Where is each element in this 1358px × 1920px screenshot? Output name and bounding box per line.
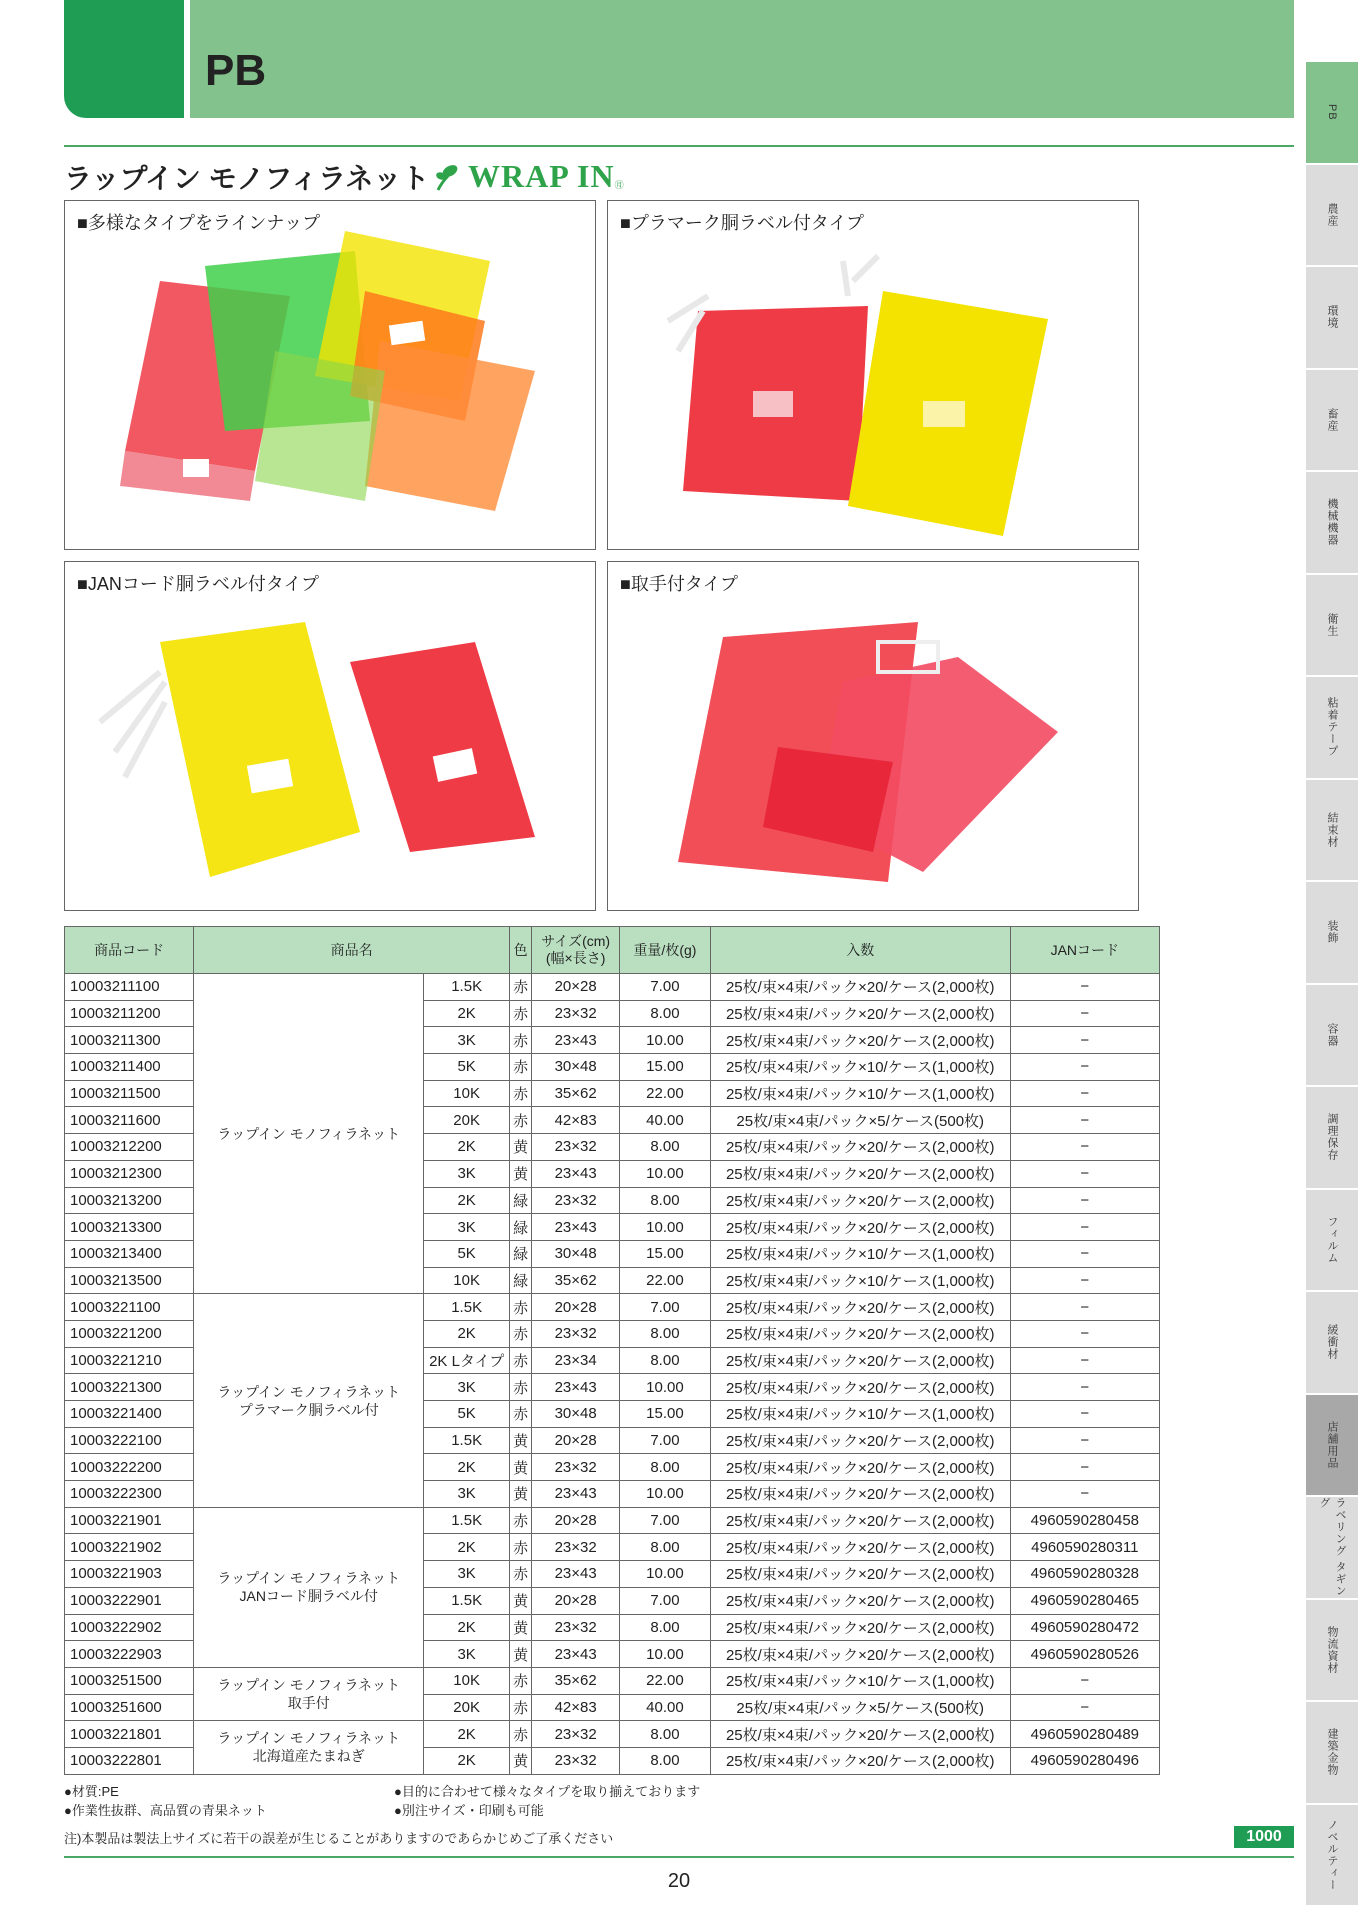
cell-weight: 10.00: [620, 1481, 711, 1508]
product-title: ラップイン モノフィラネット: [64, 163, 430, 194]
note-item: ●作業性抜群、高品質の青果ネット: [64, 1803, 267, 1818]
cell-color: 黄: [510, 1160, 532, 1187]
cell-qty: 25枚/束×4束/パック×20/ケース(2,000枚): [710, 1587, 1010, 1614]
cell-qty: 25枚/束×4束/パック×10/ケース(1,000枚): [710, 1401, 1010, 1428]
cell-type: 1.5K: [424, 1507, 510, 1534]
cell-size: 42×83: [532, 1107, 620, 1134]
cell-weight: 10.00: [620, 1160, 711, 1187]
photo-panel-plamark: [607, 200, 1139, 550]
cell-size: 23×43: [532, 1027, 620, 1054]
cell-product-name: ラップイン モノフィラネット 取手付: [194, 1667, 424, 1720]
cell-size: 30×48: [532, 1401, 620, 1428]
cell-type: 3K: [424, 1641, 510, 1668]
cell-qty: 25枚/束×4束/パック×20/ケース(2,000枚): [710, 1347, 1010, 1374]
cell-code: 10003213200: [65, 1187, 194, 1214]
cell-code: 10003222300: [65, 1481, 194, 1508]
cell-weight: 22.00: [620, 1080, 711, 1107]
cell-color: 緑: [510, 1267, 532, 1294]
cell-type: 1.5K: [424, 974, 510, 1001]
cell-jan: 4960590280465: [1010, 1587, 1159, 1614]
cell-weight: 8.00: [620, 1134, 711, 1161]
cell-code: 10003251500: [65, 1667, 194, 1694]
side-tab[interactable]: フィルム: [1306, 1190, 1358, 1293]
cell-type: 2K: [424, 1747, 510, 1774]
page-number: 20: [667, 1870, 691, 1892]
cell-jan: 4960590280496: [1010, 1747, 1159, 1774]
cell-jan: −: [1010, 1374, 1159, 1401]
header-color: 色: [510, 927, 532, 974]
header-band: [190, 0, 1294, 118]
cell-jan: −: [1010, 1160, 1159, 1187]
cell-size: 20×28: [532, 974, 620, 1001]
cell-type: 2K: [424, 1320, 510, 1347]
table-header-row: [65, 927, 1160, 974]
side-tab[interactable]: 調理保存: [1306, 1087, 1358, 1190]
cell-code: 10003213300: [65, 1214, 194, 1241]
cell-code: 10003221903: [65, 1561, 194, 1588]
table-row: [65, 974, 1160, 1001]
cell-size: 35×62: [532, 1267, 620, 1294]
cell-jan: −: [1010, 1107, 1159, 1134]
cell-size: 23×32: [532, 1747, 620, 1774]
cell-qty: 25枚/束×4束/パック×10/ケース(1,000枚): [710, 1080, 1010, 1107]
brand-logo: [432, 158, 624, 195]
cell-weight: 8.00: [620, 1347, 711, 1374]
cell-weight: 8.00: [620, 1000, 711, 1027]
cell-product-name: ラップイン モノフィラネット: [194, 974, 424, 1294]
table-row: [65, 1294, 1160, 1321]
cell-jan: −: [1010, 1240, 1159, 1267]
cell-code: 10003222801: [65, 1747, 194, 1774]
cell-weight: 7.00: [620, 1294, 711, 1321]
cell-jan: −: [1010, 1080, 1159, 1107]
side-tab[interactable]: 容器: [1306, 985, 1358, 1088]
cell-type: 3K: [424, 1160, 510, 1187]
cell-color: 赤: [510, 1347, 532, 1374]
cell-qty: 25枚/束×4束/パック×20/ケース(2,000枚): [710, 1427, 1010, 1454]
cell-code: 10003221901: [65, 1507, 194, 1534]
leaf-icon: [432, 162, 462, 192]
cell-product-name: ラップイン モノフィラネット プラマーク胴ラベル付: [194, 1294, 424, 1508]
cell-code: 10003211400: [65, 1054, 194, 1081]
cell-code: 10003222100: [65, 1427, 194, 1454]
cell-color: 赤: [510, 1721, 532, 1748]
cell-color: 赤: [510, 1080, 532, 1107]
cell-color: 赤: [510, 1694, 532, 1721]
cell-code: 10003222200: [65, 1454, 194, 1481]
cell-type: 3K: [424, 1561, 510, 1588]
side-tab[interactable]: 装飾: [1306, 882, 1358, 985]
cell-weight: 22.00: [620, 1667, 711, 1694]
cell-jan: −: [1010, 1347, 1159, 1374]
cell-size: 23×32: [532, 1000, 620, 1027]
cell-qty: 25枚/束×4束/パック×20/ケース(2,000枚): [710, 974, 1010, 1001]
cell-jan: 4960590280458: [1010, 1507, 1159, 1534]
cell-type: 5K: [424, 1240, 510, 1267]
header-qty: 入数: [710, 927, 1010, 974]
cell-size: 20×28: [532, 1507, 620, 1534]
cell-weight: 7.00: [620, 1427, 711, 1454]
cell-color: 黄: [510, 1427, 532, 1454]
cell-weight: 10.00: [620, 1214, 711, 1241]
cell-code: 10003221300: [65, 1374, 194, 1401]
net-bags-plamark-image: [608, 201, 1138, 549]
cell-color: 赤: [510, 1000, 532, 1027]
logo-text: WRAP IN: [468, 158, 615, 194]
cell-jan: −: [1010, 1294, 1159, 1321]
side-tab[interactable]: ノベルティー: [1306, 1805, 1358, 1908]
cell-jan: −: [1010, 1187, 1159, 1214]
cell-jan: 4960590280472: [1010, 1614, 1159, 1641]
cell-qty: 25枚/束×4束/パック×20/ケース(2,000枚): [710, 1000, 1010, 1027]
cell-color: 赤: [510, 1374, 532, 1401]
photo-panel-handle: [607, 561, 1139, 911]
cell-weight: 22.00: [620, 1267, 711, 1294]
cell-type: 10K: [424, 1267, 510, 1294]
cell-qty: 25枚/束×4束/パック×5/ケース(500枚): [710, 1694, 1010, 1721]
cell-jan: 4960590280328: [1010, 1561, 1159, 1588]
cell-jan: −: [1010, 1694, 1159, 1721]
page-badge: 1000: [1234, 1826, 1294, 1848]
side-tab[interactable]: 店舗用品: [1306, 1395, 1358, 1498]
cell-color: 赤: [510, 1320, 532, 1347]
cell-color: 赤: [510, 1107, 532, 1134]
cell-weight: 7.00: [620, 974, 711, 1001]
cell-size: 20×28: [532, 1427, 620, 1454]
cell-code: 10003213400: [65, 1240, 194, 1267]
cell-weight: 8.00: [620, 1747, 711, 1774]
cell-size: 23×43: [532, 1561, 620, 1588]
panel-caption: ■取手付タイプ: [620, 574, 738, 594]
cell-code: 10003221801: [65, 1721, 194, 1748]
cell-jan: −: [1010, 1134, 1159, 1161]
cell-product-name: ラップイン モノフィラネット JANコード胴ラベル付: [194, 1507, 424, 1667]
note-item: ●材質:PE: [64, 1784, 119, 1799]
cell-jan: 4960590280526: [1010, 1641, 1159, 1668]
table-row: [65, 1721, 1160, 1748]
cell-size: 35×62: [532, 1080, 620, 1107]
cell-size: 23×32: [532, 1187, 620, 1214]
photo-panel-variety: [64, 200, 596, 550]
cell-type: 2K: [424, 1534, 510, 1561]
cell-code: 10003221902: [65, 1534, 194, 1561]
cell-jan: −: [1010, 1401, 1159, 1428]
cell-qty: 25枚/束×4束/パック×20/ケース(2,000枚): [710, 1160, 1010, 1187]
cell-weight: 15.00: [620, 1240, 711, 1267]
cell-code: 10003222903: [65, 1641, 194, 1668]
cell-qty: 25枚/束×4束/パック×20/ケース(2,000枚): [710, 1134, 1010, 1161]
cell-code: 10003221210: [65, 1347, 194, 1374]
cell-type: 10K: [424, 1080, 510, 1107]
cell-type: 10K: [424, 1667, 510, 1694]
cell-weight: 10.00: [620, 1561, 711, 1588]
panel-caption: ■多様なタイプをラインナップ: [77, 213, 321, 233]
cell-color: 赤: [510, 1401, 532, 1428]
cell-size: 23×32: [532, 1534, 620, 1561]
cell-color: 黄: [510, 1134, 532, 1161]
cell-color: 黄: [510, 1454, 532, 1481]
cell-weight: 40.00: [620, 1107, 711, 1134]
header-code: 商品コード: [65, 927, 194, 974]
cell-code: 10003222901: [65, 1587, 194, 1614]
side-tab[interactable]: 結束材: [1306, 780, 1358, 883]
cell-qty: 25枚/束×4束/パック×10/ケース(1,000枚): [710, 1054, 1010, 1081]
cell-size: 23×43: [532, 1214, 620, 1241]
cell-size: 23×43: [532, 1641, 620, 1668]
cell-product-name: ラップイン モノフィラネット 北海道産たまねぎ: [194, 1721, 424, 1774]
cell-weight: 8.00: [620, 1721, 711, 1748]
photo-panel-jan: [64, 561, 596, 911]
cell-size: 35×62: [532, 1667, 620, 1694]
cell-jan: −: [1010, 1000, 1159, 1027]
cell-qty: 25枚/束×4束/パック×20/ケース(2,000枚): [710, 1507, 1010, 1534]
cell-size: 23×32: [532, 1454, 620, 1481]
cell-jan: 4960590280489: [1010, 1721, 1159, 1748]
cell-type: 2K: [424, 1134, 510, 1161]
cell-type: 1.5K: [424, 1294, 510, 1321]
panel-caption: ■プラマーク胴ラベル付タイプ: [620, 213, 864, 233]
side-tab[interactable]: 建築金物: [1306, 1702, 1358, 1805]
cell-size: 23×32: [532, 1721, 620, 1748]
cell-type: 1.5K: [424, 1587, 510, 1614]
side-tab[interactable]: 緩衝材: [1306, 1292, 1358, 1395]
cell-jan: −: [1010, 1054, 1159, 1081]
cell-weight: 10.00: [620, 1641, 711, 1668]
cell-type: 3K: [424, 1027, 510, 1054]
cell-size: 23×32: [532, 1614, 620, 1641]
cell-jan: −: [1010, 1267, 1159, 1294]
cell-jan: −: [1010, 1454, 1159, 1481]
cell-qty: 25枚/束×4束/パック×20/ケース(2,000枚): [710, 1747, 1010, 1774]
cell-type: 5K: [424, 1401, 510, 1428]
net-bags-variety-image: [65, 201, 595, 549]
cell-type: 3K: [424, 1214, 510, 1241]
cell-size: 20×28: [532, 1587, 620, 1614]
cell-weight: 15.00: [620, 1401, 711, 1428]
cell-type: 2K: [424, 1614, 510, 1641]
cell-code: 10003221100: [65, 1294, 194, 1321]
logo-mark: ㊊: [614, 180, 624, 190]
cell-color: 赤: [510, 1054, 532, 1081]
cell-jan: 4960590280311: [1010, 1534, 1159, 1561]
cell-color: 赤: [510, 1561, 532, 1588]
note-item: ●目的に合わせて様々なタイプを取り揃えております: [394, 1784, 701, 1799]
cell-type: 2K: [424, 1187, 510, 1214]
cell-type: 3K: [424, 1481, 510, 1508]
cell-qty: 25枚/束×4束/パック×20/ケース(2,000枚): [710, 1294, 1010, 1321]
cell-weight: 7.00: [620, 1507, 711, 1534]
cell-code: 10003251600: [65, 1694, 194, 1721]
side-tab[interactable]: 衛生: [1306, 575, 1358, 678]
cell-weight: 8.00: [620, 1320, 711, 1347]
cell-qty: 25枚/束×4束/パック×10/ケース(1,000枚): [710, 1240, 1010, 1267]
cell-weight: 15.00: [620, 1054, 711, 1081]
side-tab[interactable]: ラベリング タギング: [1306, 1497, 1358, 1600]
cell-weight: 40.00: [620, 1694, 711, 1721]
table-row: [65, 1667, 1160, 1694]
cell-qty: 25枚/束×4束/パック×20/ケース(2,000枚): [710, 1454, 1010, 1481]
cell-type: 1.5K: [424, 1427, 510, 1454]
cell-size: 23×32: [532, 1320, 620, 1347]
cell-color: 赤: [510, 1667, 532, 1694]
category-title: PB: [205, 46, 267, 95]
cell-type: 2K: [424, 1454, 510, 1481]
cell-code: 10003212200: [65, 1134, 194, 1161]
side-tab[interactable]: PB: [1306, 62, 1358, 165]
cell-code: 10003211100: [65, 974, 194, 1001]
cell-jan: −: [1010, 1027, 1159, 1054]
cell-code: 10003221400: [65, 1401, 194, 1428]
side-tab[interactable]: 農産: [1306, 165, 1358, 268]
cell-code: 10003211500: [65, 1080, 194, 1107]
cell-qty: 25枚/束×4束/パック×20/ケース(2,000枚): [710, 1614, 1010, 1641]
cell-type: 2K: [424, 1000, 510, 1027]
cell-code: 10003221200: [65, 1320, 194, 1347]
cell-type: 5K: [424, 1054, 510, 1081]
cell-code: 10003211200: [65, 1000, 194, 1027]
spec-table: [64, 926, 1160, 1775]
cell-qty: 25枚/束×4束/パック×20/ケース(2,000枚): [710, 1214, 1010, 1241]
cell-size: 30×48: [532, 1240, 620, 1267]
side-tab[interactable]: 畜産: [1306, 370, 1358, 473]
cell-qty: 25枚/束×4束/パック×20/ケース(2,000枚): [710, 1721, 1010, 1748]
cell-jan: −: [1010, 974, 1159, 1001]
cell-qty: 25枚/束×4束/パック×5/ケース(500枚): [710, 1107, 1010, 1134]
cell-type: 20K: [424, 1694, 510, 1721]
side-tab[interactable]: 粘着テープ: [1306, 677, 1358, 780]
cell-color: 緑: [510, 1214, 532, 1241]
net-bags-jan-image: [65, 562, 595, 910]
cell-weight: 8.00: [620, 1614, 711, 1641]
cell-code: 10003211300: [65, 1027, 194, 1054]
cell-type: 20K: [424, 1107, 510, 1134]
notes-right: [394, 1782, 700, 1820]
cell-qty: 25枚/束×4束/パック×20/ケース(2,000枚): [710, 1027, 1010, 1054]
cell-color: 赤: [510, 1294, 532, 1321]
cell-jan: −: [1010, 1320, 1159, 1347]
cell-weight: 7.00: [620, 1587, 711, 1614]
cell-code: 10003211600: [65, 1107, 194, 1134]
cell-jan: −: [1010, 1214, 1159, 1241]
header-name: 商品名: [194, 927, 510, 974]
cell-size: 20×28: [532, 1294, 620, 1321]
cell-qty: 25枚/束×4束/パック×20/ケース(2,000枚): [710, 1320, 1010, 1347]
side-tab[interactable]: 機械機器: [1306, 472, 1358, 575]
footnote: 注)本製品は製法上サイズに若干の誤差が生じることがありますのであらかじめご了承ください: [64, 1831, 614, 1846]
cell-color: 黄: [510, 1747, 532, 1774]
cell-size: 23×43: [532, 1481, 620, 1508]
cell-color: 黄: [510, 1614, 532, 1641]
cell-weight: 10.00: [620, 1374, 711, 1401]
cell-size: 30×48: [532, 1054, 620, 1081]
cell-size: 42×83: [532, 1694, 620, 1721]
cell-weight: 8.00: [620, 1534, 711, 1561]
cell-type: 2K: [424, 1721, 510, 1748]
header-accent-block: [64, 0, 184, 118]
side-tab[interactable]: 環境: [1306, 267, 1358, 370]
cell-code: 10003213500: [65, 1267, 194, 1294]
cell-size: 23×34: [532, 1347, 620, 1374]
cell-color: 黄: [510, 1587, 532, 1614]
cell-qty: 25枚/束×4束/パック×10/ケース(1,000枚): [710, 1267, 1010, 1294]
side-tab[interactable]: 物流資材: [1306, 1600, 1358, 1703]
note-item: ●別注サイズ・印刷も可能: [394, 1803, 544, 1818]
cell-weight: 8.00: [620, 1187, 711, 1214]
cell-code: 10003212300: [65, 1160, 194, 1187]
cell-type: 2K Lタイプ: [424, 1347, 510, 1374]
cell-color: 赤: [510, 1027, 532, 1054]
cell-type: 3K: [424, 1374, 510, 1401]
cell-qty: 25枚/束×4束/パック×20/ケース(2,000枚): [710, 1561, 1010, 1588]
cell-color: 黄: [510, 1481, 532, 1508]
panel-caption: ■JANコード胴ラベル付タイプ: [77, 574, 319, 594]
cell-size: 23×43: [532, 1374, 620, 1401]
cell-qty: 25枚/束×4束/パック×20/ケース(2,000枚): [710, 1641, 1010, 1668]
cell-size: 23×43: [532, 1160, 620, 1187]
cell-qty: 25枚/束×4束/パック×20/ケース(2,000枚): [710, 1534, 1010, 1561]
footer-divider: [64, 1856, 1294, 1858]
cell-weight: 8.00: [620, 1454, 711, 1481]
cell-color: 赤: [510, 974, 532, 1001]
header-size: サイズ(cm) (幅×長さ): [532, 927, 620, 974]
cell-qty: 25枚/束×4束/パック×10/ケース(1,000枚): [710, 1667, 1010, 1694]
cell-jan: −: [1010, 1667, 1159, 1694]
net-bags-handle-image: [608, 562, 1138, 910]
cell-color: 黄: [510, 1641, 532, 1668]
header-jan: JANコード: [1010, 927, 1159, 974]
cell-size: 23×32: [532, 1134, 620, 1161]
header-divider: [64, 145, 1294, 147]
cell-jan: −: [1010, 1481, 1159, 1508]
cell-color: 赤: [510, 1534, 532, 1561]
side-tab-index: [1306, 62, 1358, 1907]
header-weight: 重量/枚(g): [620, 927, 711, 974]
table-row: [65, 1507, 1160, 1534]
cell-weight: 10.00: [620, 1027, 711, 1054]
cell-code: 10003222902: [65, 1614, 194, 1641]
cell-qty: 25枚/束×4束/パック×20/ケース(2,000枚): [710, 1374, 1010, 1401]
cell-color: 赤: [510, 1507, 532, 1534]
cell-qty: 25枚/束×4束/パック×20/ケース(2,000枚): [710, 1481, 1010, 1508]
notes-left: [64, 1782, 267, 1820]
cell-qty: 25枚/束×4束/パック×20/ケース(2,000枚): [710, 1187, 1010, 1214]
cell-color: 緑: [510, 1240, 532, 1267]
cell-color: 緑: [510, 1187, 532, 1214]
cell-jan: −: [1010, 1427, 1159, 1454]
